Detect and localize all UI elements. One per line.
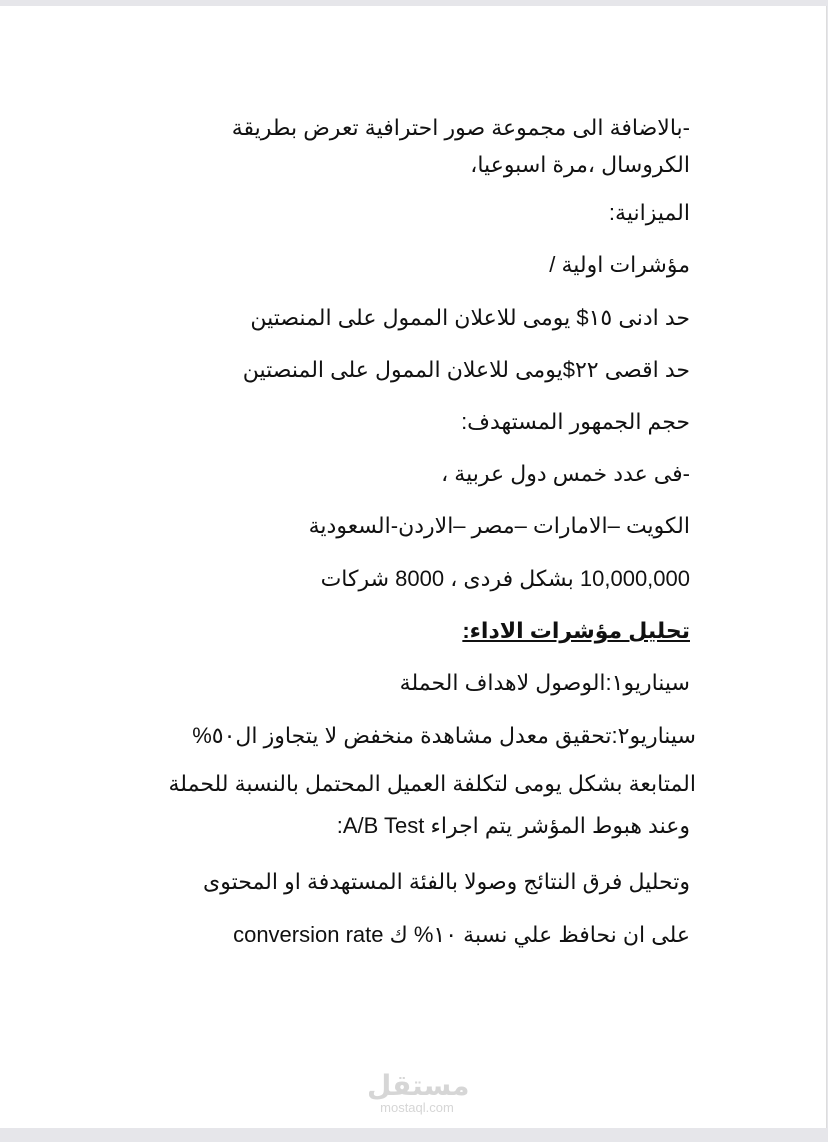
section-heading: تحليل مؤشرات الاداء: bbox=[462, 618, 690, 643]
text-line: -فى عدد خمس دول عربية ، bbox=[441, 461, 690, 486]
text-line: على ان نحافظ علي نسبة ١٠% ك conversion rate bbox=[233, 922, 690, 947]
text-line: سيناريو١:الوصول لاهداف الحملة bbox=[399, 670, 690, 695]
text-line: المتابعة بشكل يومى لتكلفة العميل المحتمل بالنسبة للحملة bbox=[168, 771, 696, 796]
text-line: 10,000,000 بشكل فردى ، 8000 شركات bbox=[320, 566, 690, 591]
text-line: وتحليل فرق النتائج وصولا بالفئة المستهدفة او المحتوى bbox=[203, 869, 690, 894]
text-line: الكروسال ،مرة اسبوعيا، bbox=[470, 152, 690, 177]
text-line: -بالاضافة الى مجموعة صور احترافية تعرض بطريقة bbox=[231, 115, 690, 140]
text-line: وعند هبوط المؤشر يتم اجراء A/B Test: bbox=[336, 813, 690, 838]
text-line: حد ادنى ١٥$ يومى للاعلان الممول على المنصتين bbox=[250, 305, 690, 330]
mostaql-watermark bbox=[367, 1070, 470, 1115]
text-line: حد اقصى ٢٢$يومى للاعلان الممول على المنصتين bbox=[242, 357, 690, 382]
text-line: الميزانية: bbox=[608, 200, 690, 225]
text-line: حجم الجمهور المستهدف: bbox=[461, 409, 690, 434]
watermark-url: mostaql.com bbox=[380, 1100, 454, 1115]
text-line: الكويت –الامارات –مصر –الاردن-السعودية bbox=[308, 513, 690, 538]
text-line: مؤشرات اولية / bbox=[549, 252, 690, 277]
text-line: سيناريو٢:تحقيق معدل مشاهدة منخفض لا يتجاوز ال٥٠% bbox=[192, 723, 696, 748]
document-page bbox=[0, 6, 827, 1128]
watermark-logo: مستقل bbox=[367, 1070, 470, 1101]
